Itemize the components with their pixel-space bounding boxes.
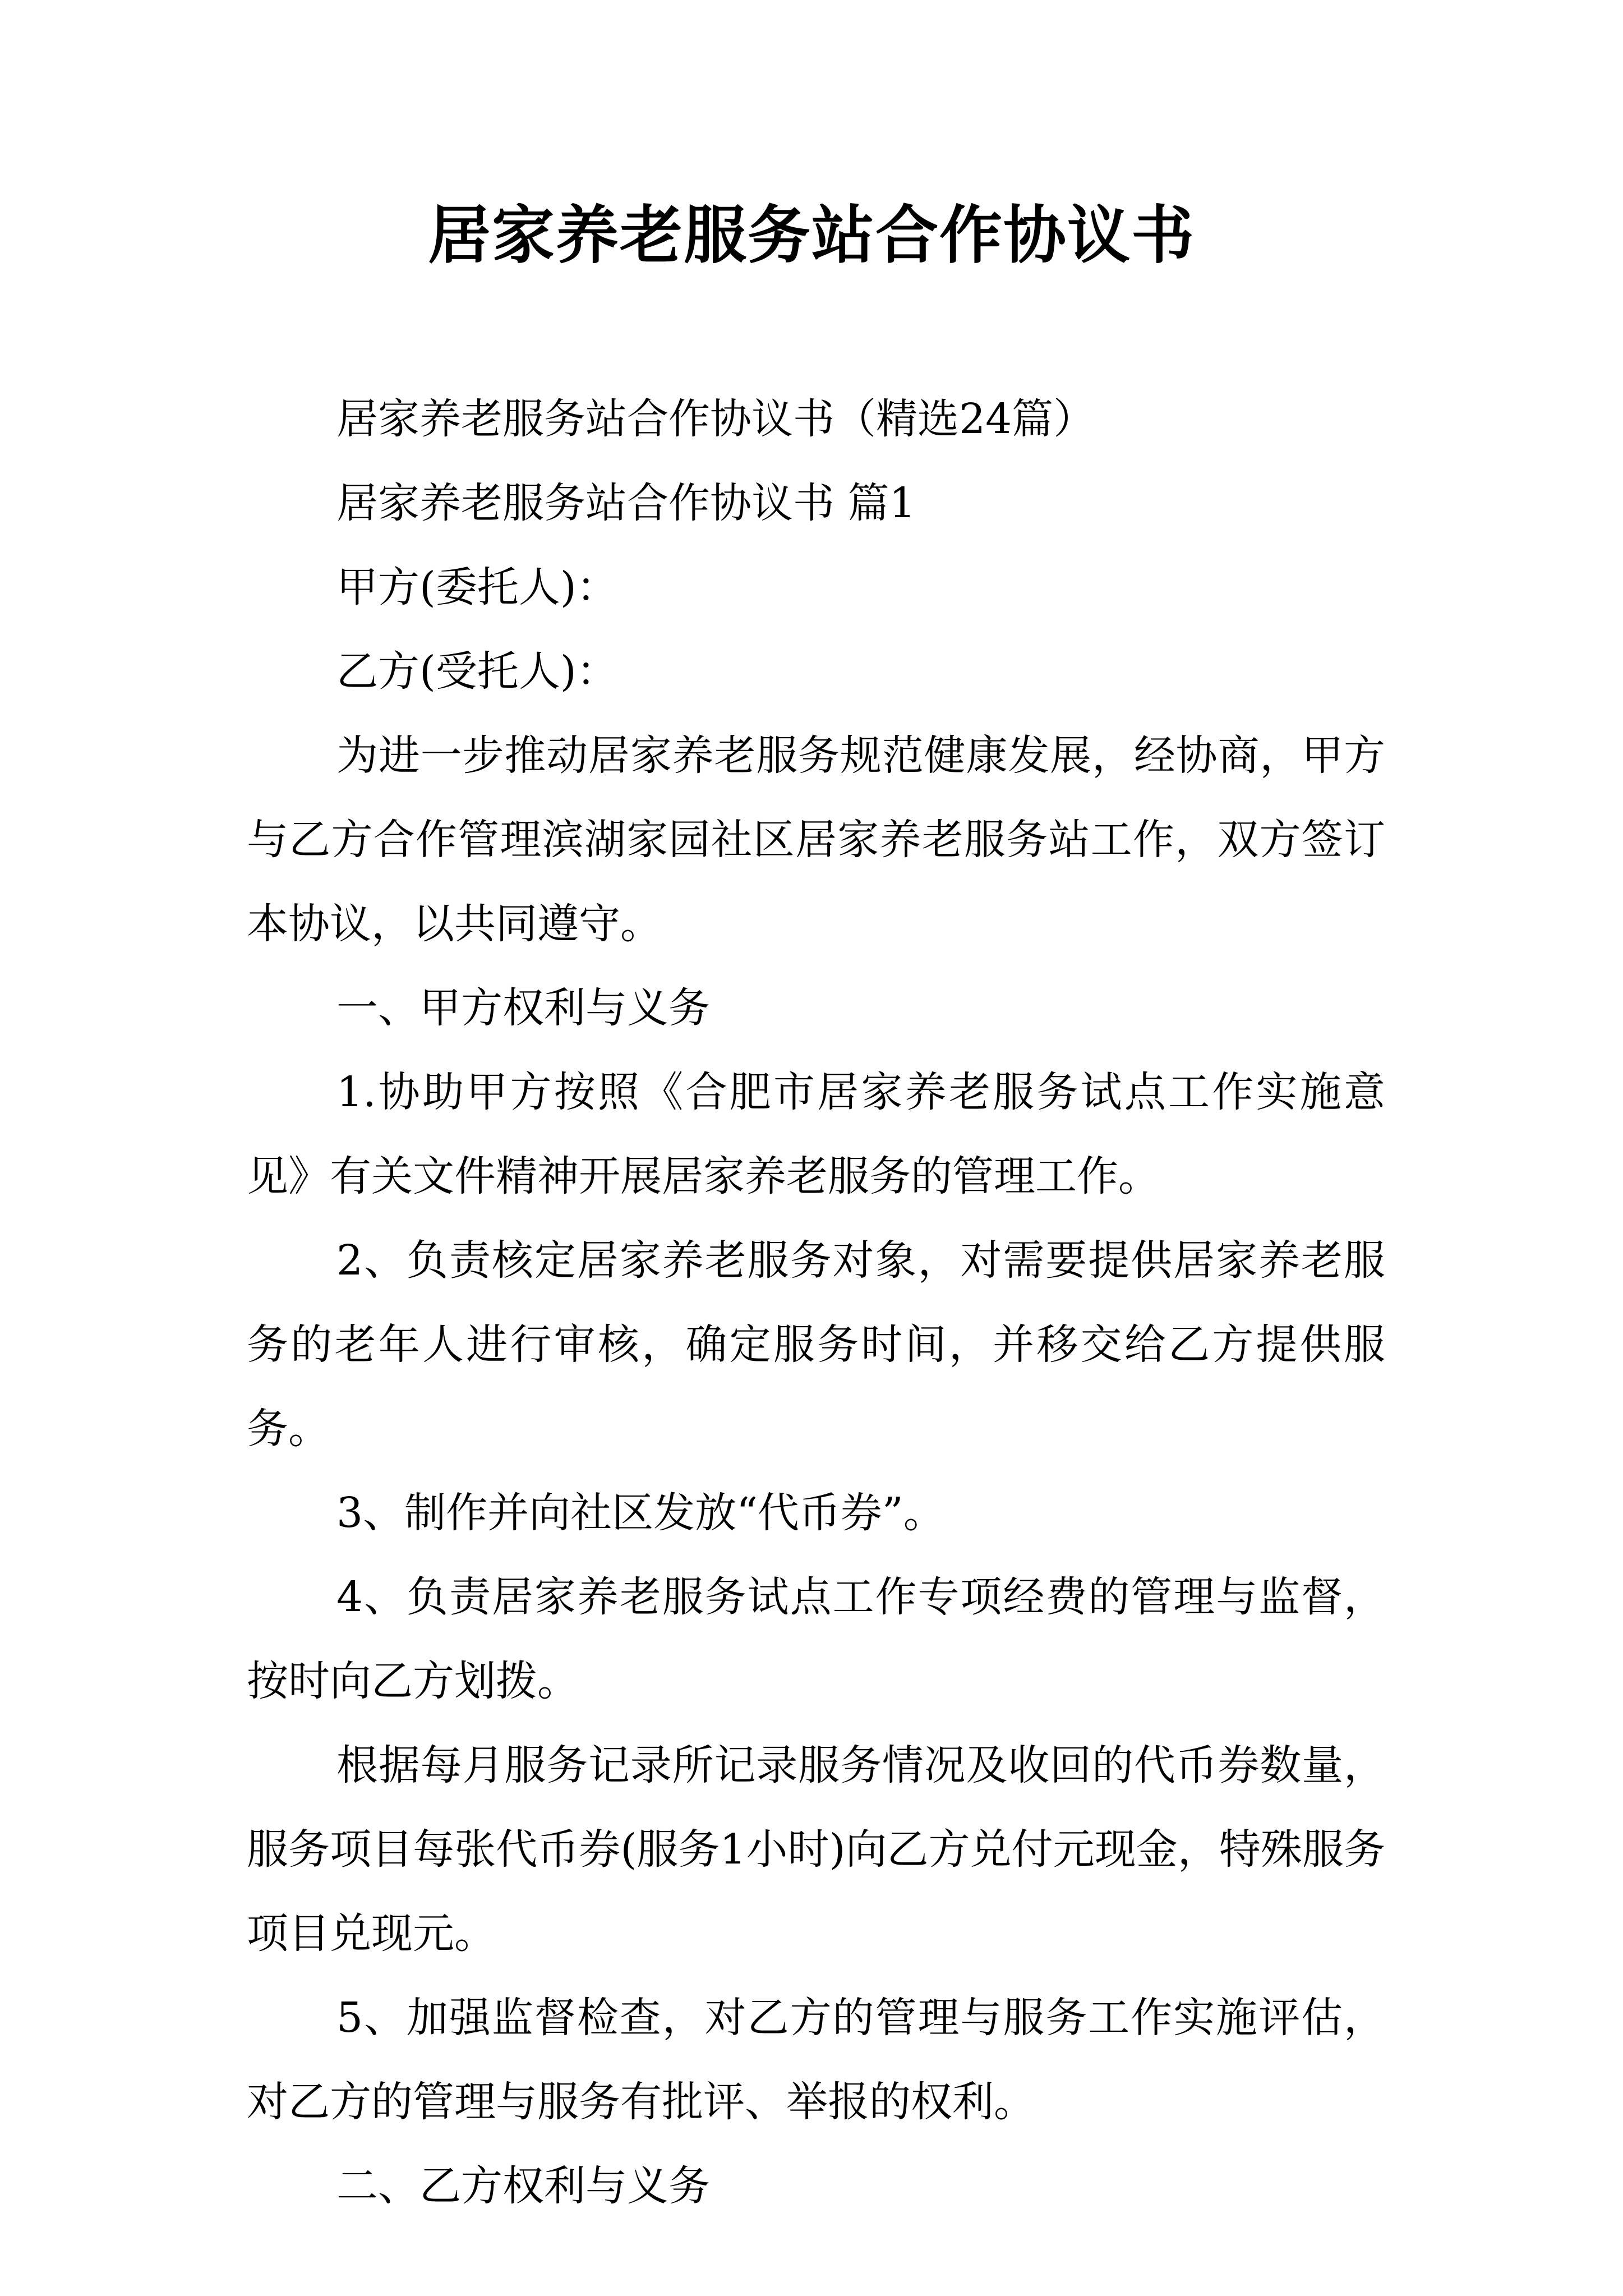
clause-1: 1.协助甲方按照《合肥市居家养老服务试点工作实施意见》有关文件精神开展居家养老服务的管理工作。	[247, 1068, 1385, 1200]
intro-paragraph: 为进一步推动居家养老服务规范健康发展，经协商，甲方与乙方合作管理滨湖家园社区居家养老服务站工作，双方签订本协议，以共同遵守。	[247, 731, 1385, 948]
section-heading-part-1: 居家养老服务站合作协议书 篇1	[336, 479, 916, 527]
document-body	[247, 377, 1385, 2228]
clause-5: 5、加强监督检查，对乙方的管理与服务工作实施评估，对乙方的管理与服务有批评、举报的权利。	[247, 1994, 1385, 2126]
clause-4-detail: 根据每月服务记录所记录服务情况及收回的代币券数量，服务项目每张代币券(服务1小时)向乙方兑付元现金，特殊服务项目兑现元。	[247, 1741, 1385, 1958]
heading-party-a-rights: 一、甲方权利与义务	[336, 984, 710, 1032]
party-a-line: 甲方(委托人)：	[336, 563, 618, 611]
party-b-line: 乙方(受托人)：	[336, 647, 618, 696]
heading-party-b-rights: 二、乙方权利与义务	[336, 2162, 710, 2210]
clause-4: 4、负责居家养老服务试点工作专项经费的管理与监督，按时向乙方划拨。	[247, 1573, 1385, 1705]
document-title: 居家养老服务站合作协议书	[428, 199, 1195, 272]
clause-2: 2、负责核定居家养老服务对象，对需要提供居家养老服务的老年人进行审核，确定服务时间，并移交给乙方提供服务。	[247, 1236, 1385, 1453]
clause-3: 3、制作并向社区发放“代币券”。	[336, 1489, 945, 1537]
subtitle-paragraph: 居家养老服务站合作协议书（精选24篇）	[336, 395, 1095, 443]
